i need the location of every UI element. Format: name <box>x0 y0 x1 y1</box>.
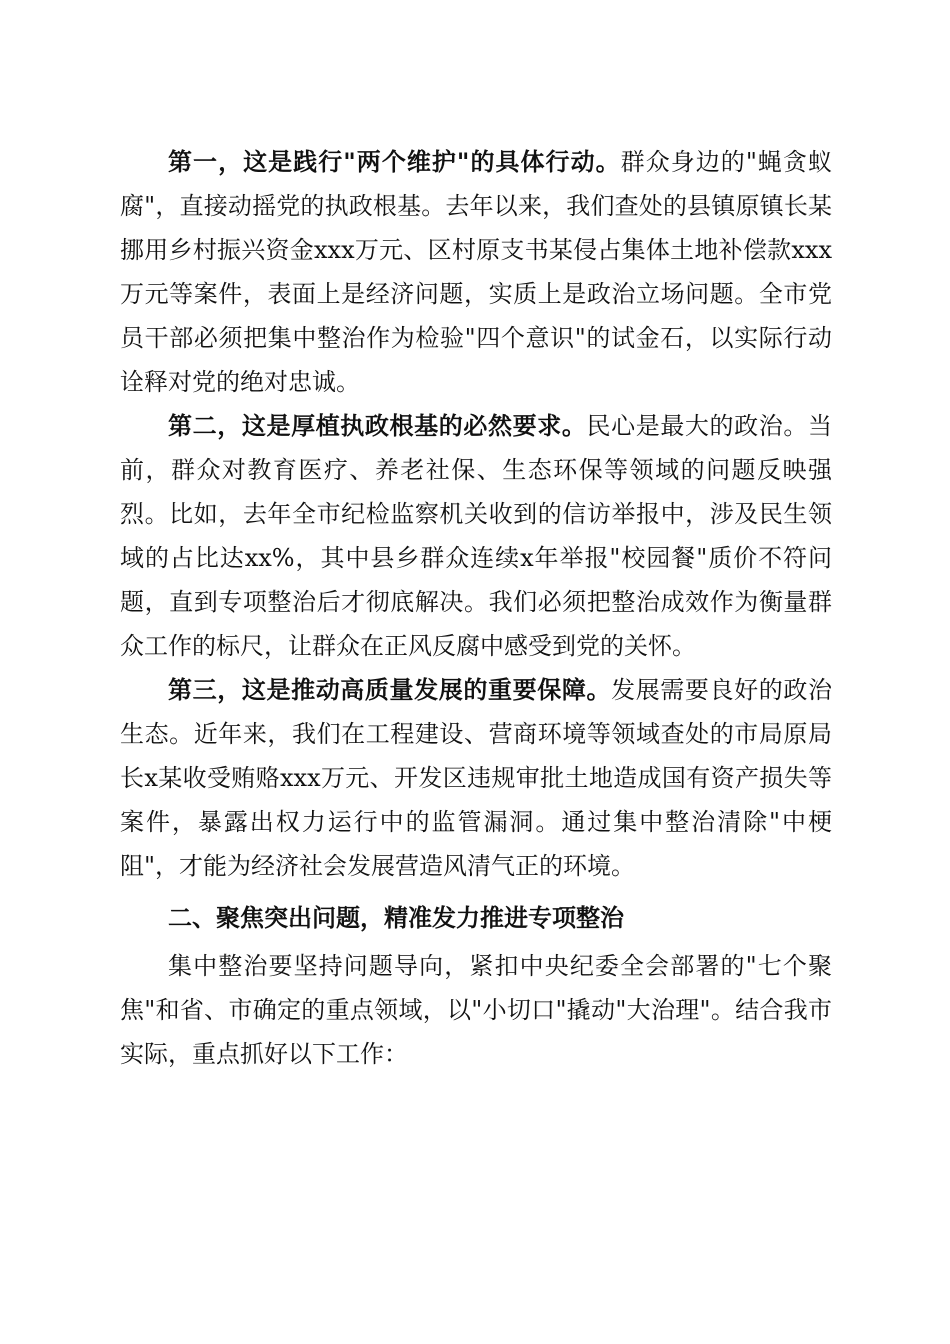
paragraph-body-second: 民心是最大的政治。当前，群众对教育医疗、养老社保、生态环保等领域的问题反映强烈。比如，去年全市纪检监察机关收到的信访举报中，涉及民生领域的占比达xx%，其中县乡群众连续x年举报"校园餐"质价不符问题，直到专项整治后才彻底解决。我们必须把整治成效作为衡量群众工作的标尺，让群众在正风反腐中感受到党的关怀。 <box>120 412 833 660</box>
closing-paragraph: 集中整治要坚持问题导向，紧扣中央纪委全会部署的"七个聚焦"和省、市确定的重点领域，以"小切口"撬动"大治理"。结合我市实际，重点抓好以下工作： <box>120 952 832 1068</box>
paragraph-second <box>120 404 832 668</box>
paragraph-body-third: 发展需要良好的政治生态。近年来，我们在工程建设、营商环境等领域查处的市局原局长x某收受贿赂xxx万元、开发区违规审批土地造成国有资产损失等案件，暴露出权力运行中的监管漏洞。通过集中整治清除"中梗阻"，才能为经济社会发展营造风清气正的环境。 <box>120 676 833 880</box>
paragraph-lead-first: 第一，这是践行"两个维护"的具体行动。 <box>168 148 621 176</box>
paragraph-lead-third: 第三，这是推动高质量发展的重要保障。 <box>168 676 612 704</box>
paragraph-third <box>120 668 832 888</box>
document-page <box>120 140 832 1076</box>
paragraph-lead-second: 第二，这是厚植执政根基的必然要求。 <box>168 412 587 440</box>
paragraph-first <box>120 140 832 404</box>
paragraph-body-first: 群众身边的"蝇贪蚁腐"，直接动摇党的执政根基。去年以来，我们查处的县镇原镇长某挪用乡村振兴资金xxx万元、区村原支书某侵占集体土地补偿款xxx万元等案件，表面上是经济问题，实质上是政治立场问题。全市党员干部必须把集中整治作为检验"四个意识"的试金石，以实际行动诠释对党的绝对忠诚。 <box>120 148 832 396</box>
section-heading: 二、聚焦突出问题，精准发力推进专项整治 <box>168 904 624 932</box>
